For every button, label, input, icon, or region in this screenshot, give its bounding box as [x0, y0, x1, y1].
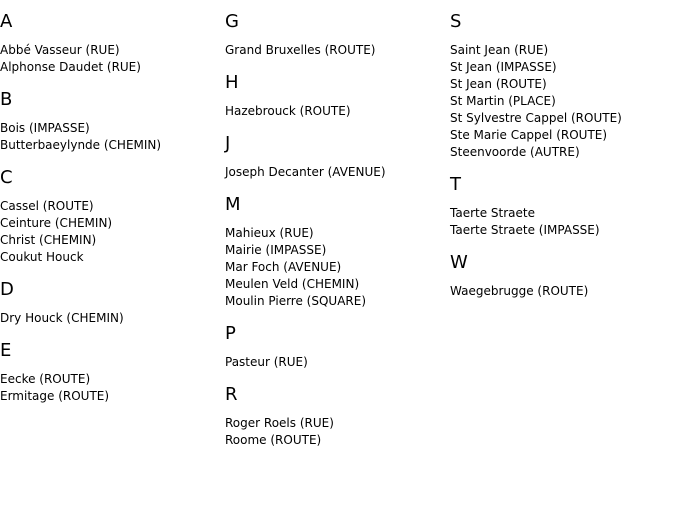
group-letter-heading: M	[225, 194, 241, 215]
letter-group	[225, 10, 450, 59]
group-letter-heading: D	[0, 279, 14, 300]
street-column-1	[0, 10, 225, 417]
letter-group	[0, 166, 225, 266]
street-link[interactable]: Waegebrugge (ROUTE)	[450, 284, 589, 298]
street-link[interactable]: Steenvoorde (AUTRE)	[450, 145, 580, 159]
street-link[interactable]: St Martin (PLACE)	[450, 94, 556, 108]
street-link[interactable]: Mar Foch (AVENUE)	[225, 260, 342, 274]
street-link[interactable]: Mairie (IMPASSE)	[225, 243, 327, 257]
street-list	[0, 198, 225, 266]
letter-group	[225, 383, 450, 449]
street-link[interactable]: Saint Jean (RUE)	[450, 43, 549, 57]
street-link[interactable]: Alphonse Daudet (RUE)	[0, 60, 141, 74]
street-link[interactable]: Grand Bruxelles (ROUTE)	[225, 43, 376, 57]
group-letter-heading: C	[0, 167, 13, 188]
street-list	[225, 225, 450, 310]
group-letter-heading: P	[225, 323, 236, 344]
street-link[interactable]: Taerte Straete	[450, 206, 535, 220]
street-link[interactable]: Abbé Vasseur (RUE)	[0, 43, 120, 57]
street-list	[0, 310, 225, 327]
street-list	[0, 120, 225, 154]
group-letter-heading: A	[0, 11, 13, 32]
street-list	[225, 42, 450, 59]
group-letter-heading: S	[450, 11, 462, 32]
street-link[interactable]: Mahieux (RUE)	[225, 226, 314, 240]
street-list	[450, 205, 675, 239]
street-link[interactable]: St Jean (ROUTE)	[450, 77, 547, 91]
street-list	[450, 283, 675, 300]
street-list	[0, 371, 225, 405]
street-list	[225, 103, 450, 120]
group-letter-heading: H	[225, 72, 239, 93]
street-link[interactable]: St Sylvestre Cappel (ROUTE)	[450, 111, 622, 125]
street-link[interactable]: Cassel (ROUTE)	[0, 199, 94, 213]
street-list	[450, 42, 675, 161]
letter-group	[450, 251, 675, 300]
letter-group	[0, 88, 225, 154]
letter-group	[0, 10, 225, 76]
street-link[interactable]: Ceinture (CHEMIN)	[0, 216, 113, 230]
street-list	[225, 354, 450, 371]
street-list	[225, 415, 450, 449]
street-link[interactable]: St Jean (IMPASSE)	[450, 60, 557, 74]
group-letter-heading: B	[0, 89, 13, 110]
street-link[interactable]: Eecke (ROUTE)	[0, 372, 91, 386]
letter-group	[450, 173, 675, 239]
letter-group	[225, 322, 450, 371]
group-letter-heading: G	[225, 11, 239, 32]
street-link[interactable]: Hazebrouck (ROUTE)	[225, 104, 351, 118]
street-column-2	[225, 10, 450, 461]
letter-group	[0, 339, 225, 405]
street-link[interactable]: Coukut Houck	[0, 250, 84, 264]
letter-group	[0, 278, 225, 327]
street-link[interactable]: Roger Roels (RUE)	[225, 416, 334, 430]
letter-group	[225, 71, 450, 120]
group-letter-heading: W	[450, 252, 468, 273]
street-link[interactable]: Taerte Straete (IMPASSE)	[450, 223, 600, 237]
street-column-3	[450, 10, 675, 312]
letter-group	[450, 10, 675, 161]
street-link[interactable]: Moulin Pierre (SQUARE)	[225, 294, 367, 308]
street-list	[0, 42, 225, 76]
street-link[interactable]: Meulen Veld (CHEMIN)	[225, 277, 360, 291]
street-list	[225, 164, 450, 181]
street-link[interactable]: Ermitage (ROUTE)	[0, 389, 110, 403]
group-letter-heading: R	[225, 384, 238, 405]
street-link[interactable]: Ste Marie Cappel (ROUTE)	[450, 128, 608, 142]
group-letter-heading: E	[0, 340, 12, 361]
street-link[interactable]: Christ (CHEMIN)	[0, 233, 97, 247]
street-link[interactable]: Bois (IMPASSE)	[0, 121, 90, 135]
street-link[interactable]: Butterbaeylynde (CHEMIN)	[0, 138, 162, 152]
group-letter-heading: J	[225, 133, 231, 154]
street-link[interactable]: Roome (ROUTE)	[225, 433, 322, 447]
letter-group	[225, 132, 450, 181]
street-link[interactable]: Dry Houck (CHEMIN)	[0, 311, 124, 325]
street-link[interactable]: Joseph Decanter (AVENUE)	[225, 165, 386, 179]
group-letter-heading: T	[450, 174, 461, 195]
letter-group	[225, 193, 450, 310]
street-link[interactable]: Pasteur (RUE)	[225, 355, 308, 369]
